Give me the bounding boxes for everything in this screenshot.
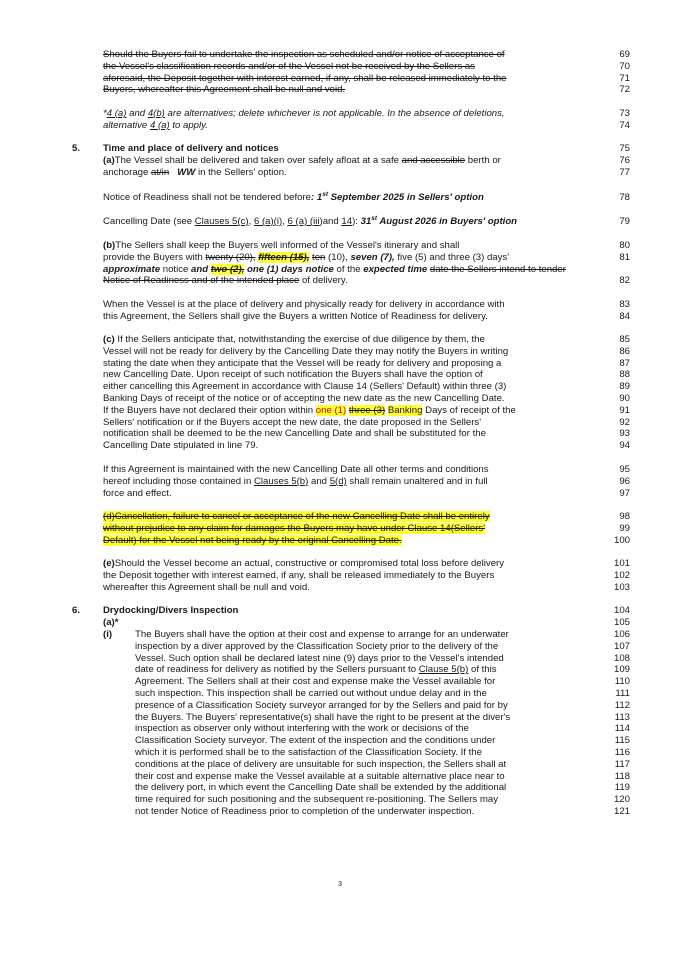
- superscript: st: [371, 214, 378, 222]
- line-number: 110: [614, 676, 630, 688]
- line-number: 120: [613, 794, 630, 806]
- text-line: which it is performed shall be to the satisfaction of the Classification Society. If the: [135, 746, 482, 758]
- sub-label: (c): [103, 334, 115, 345]
- line-number: 117: [614, 758, 630, 770]
- line-number: 121: [613, 806, 630, 817]
- clause-reference: 5(d): [329, 475, 347, 487]
- line-number: 88: [619, 369, 630, 381]
- line-number: 78: [619, 192, 630, 203]
- deleted-text: at/in: [151, 166, 170, 178]
- line-number: 105: [613, 617, 630, 628]
- line-number: 76: [619, 155, 630, 166]
- text: are alternatives; delete whichever is not applicable. In the absence of deletions,: [164, 108, 505, 119]
- deleted-text: fifteen (15),: [258, 251, 310, 263]
- line-number: 116: [614, 747, 630, 758]
- text: provide the Buyers with: [103, 251, 206, 263]
- line-number: 79: [619, 216, 630, 227]
- line-number: 119: [614, 782, 630, 794]
- line-number: 80: [619, 240, 630, 251]
- clause-5b: [103, 240, 566, 287]
- text-line: notification shall be deemed to be the new Cancelling Date and shall be substituted for the: [103, 428, 486, 440]
- text-line: time required for such positioning and the subsequent re-positioning. The Sellers may: [135, 794, 498, 806]
- section-title: Drydocking/Divers Inspection: [103, 605, 239, 616]
- paragraph-written-notice: [103, 299, 553, 323]
- inserted-text: 31: [360, 216, 372, 227]
- line-number: 102: [613, 569, 630, 581]
- clause-5e: [103, 558, 553, 593]
- text: )and: [319, 216, 342, 227]
- line-number: 70: [619, 60, 630, 72]
- line-number: 95: [619, 464, 630, 475]
- text-line: force and effect.: [103, 487, 172, 499]
- text: hereof including those contained in: [103, 475, 254, 487]
- text: (10),: [325, 251, 351, 263]
- paragraph-inspection-failure: [103, 49, 553, 96]
- inserted-text: expected time: [363, 263, 428, 275]
- inserted-text: approximate: [103, 263, 161, 275]
- line-number: 94: [619, 440, 630, 452]
- line-number: 90: [619, 393, 630, 404]
- notice-of-readiness-line: [103, 192, 553, 204]
- deleted-text: without prejudice to any claim for damages the Buyers may have under Clause 14(Sellers': [103, 522, 486, 534]
- text-line: such inspection. This inspection shall be carried out without undue delay and in the: [135, 687, 487, 699]
- deleted-text: date the Sellers intend to tender: [429, 263, 566, 275]
- sub-label: (a)*: [103, 617, 119, 628]
- deleted-text: Default) for the Vessel not being ready by the original Cancelling Date.: [103, 534, 402, 546]
- line-number: 104: [613, 605, 630, 616]
- sub-label: (b): [103, 240, 116, 251]
- line-number: 93: [619, 428, 630, 440]
- text-line: When the Vessel is at the place of delivery and physically ready for delivery in accordance with: [103, 299, 505, 310]
- line-number: 71: [619, 72, 630, 84]
- text-line: aforesaid, the Deposit together with interest earned, if any, shall be released immediately to the: [103, 72, 507, 84]
- text: in the Sellers' option.: [195, 166, 287, 178]
- line-number: 96: [619, 475, 630, 487]
- text: of delivery.: [299, 275, 348, 287]
- text: Should the Vessel become an actual, constructive or compromised total loss before delivery: [114, 558, 505, 569]
- line-number: 81: [619, 251, 630, 263]
- line-number: 86: [619, 345, 630, 357]
- line-number: 108: [613, 652, 630, 664]
- line-number: 97: [619, 487, 630, 499]
- highlighted-text: Banking: [387, 404, 423, 416]
- line-number: 118: [614, 770, 630, 782]
- sub-label: (e): [103, 558, 115, 569]
- text-line: presence of a Classification Society surveyor arranged for by the Sellers and paid for by: [135, 699, 508, 711]
- line-number: 82: [619, 275, 630, 287]
- superscript: st: [322, 190, 328, 198]
- clause-reference: 6 (a) (iii: [287, 216, 320, 227]
- text-line: Vessel. Such option shall be declared latest nine (9) days prior to the Vessel's intended: [135, 652, 504, 664]
- text-line: inspection as observer only without interfering with the work or decisions of the: [135, 723, 469, 735]
- line-number: 72: [619, 84, 630, 96]
- clause-reference: 4(b): [147, 108, 165, 119]
- text-line: this Agreement, the Sellers shall give the Buyers a written Notice of Readiness for delivery.: [103, 310, 488, 322]
- deleted-text: two (2),: [210, 263, 245, 275]
- line-number: 114: [614, 723, 630, 735]
- line-number: 115: [614, 735, 630, 747]
- deleted-text: and accessible: [401, 155, 466, 166]
- text: Cancelling Date (see: [103, 216, 195, 227]
- text-line: the Deposit together with interest earned, if any, shall be released immediately to the Buyers: [103, 569, 495, 581]
- text: If the Sellers anticipate that, notwithstanding the exercise of due diligence by them, the: [114, 334, 485, 345]
- deleted-text: (d)Cancellation, failure to cancel or acceptance of the new Cancelling Date shall be entirely: [103, 511, 490, 522]
- text-line: conditions at the place of delivery are unsuitable for such inspection, the Sellers shall at: [135, 758, 507, 770]
- deleted-text: ten: [312, 251, 326, 263]
- sub-label: (i): [103, 629, 113, 640]
- line-number: 89: [619, 381, 630, 393]
- text: shall remain unaltered and in full: [346, 475, 488, 487]
- text: Notice of Readiness shall not be tendered before: [103, 192, 311, 203]
- inserted-text: seven (7),: [350, 251, 395, 263]
- text-line: either cancelling this Agreement in accordance with Clause 14 (Sellers' Default) within three (3): [103, 381, 507, 393]
- line-number: 73: [619, 108, 630, 119]
- line-number: 98: [619, 511, 630, 522]
- text-line: The Buyers shall have the option at their cost and expense to arrange for an underwater: [135, 629, 509, 640]
- line-number: 77: [619, 166, 630, 178]
- text: of the: [333, 263, 364, 275]
- line-number: 113: [614, 711, 630, 723]
- inserted-text: one (1): [315, 404, 347, 416]
- inserted-text: September 2025 in Sellers' option: [327, 192, 484, 203]
- text-line: stating the date when they anticipate that the Vessel will be ready for delivery and proposing a: [103, 357, 502, 369]
- line-number: 84: [619, 310, 630, 322]
- inserted-text: : 1: [311, 192, 323, 203]
- text-line: the Buyers. The Buyers' representative(s) shall have the right to be present at the diver's: [135, 711, 511, 723]
- deleted-text: twenty (20),: [205, 251, 256, 263]
- inserted-text: and: [191, 263, 209, 275]
- line-number: 83: [619, 299, 630, 310]
- text: five (5) and three (3) days': [394, 251, 510, 263]
- text: anchorage: [103, 166, 152, 178]
- clause-reference: Clauses 5(c): [194, 216, 249, 227]
- text: and: [308, 475, 330, 487]
- section-number: 6.: [72, 605, 81, 616]
- line-number: 112: [614, 699, 630, 711]
- line-number: 103: [613, 581, 630, 593]
- text-line: Agreement. The Sellers shall at their cost and expense make the Vessel available for: [135, 676, 496, 688]
- clause-reference: 14: [341, 216, 353, 227]
- text: ):: [352, 216, 361, 227]
- text-line: Buyers, whereafter this Agreement shall be null and void.: [103, 84, 346, 96]
- line-number: 100: [613, 534, 630, 546]
- text-line: If this Agreement is maintained with the new Cancelling Date all other terms and conditions: [103, 464, 489, 475]
- line-number: 74: [619, 119, 630, 131]
- text-line: Sellers' notification or if the Buyers accept the new date, the date proposed in the Sellers': [103, 416, 482, 428]
- inserted-text: August 2026 in Buyers' option: [377, 216, 518, 227]
- text: Days of receipt of the: [422, 404, 516, 416]
- clause-reference: 4 (a): [106, 108, 127, 119]
- clause-reference: Clauses 5(b): [253, 475, 309, 487]
- sub-label: (a): [103, 155, 115, 166]
- line-number: 101: [613, 558, 630, 569]
- line-number: 99: [619, 522, 630, 534]
- line-number: 69: [619, 49, 630, 60]
- text-line: Banking Days of receipt of the notice or of accepting the new date as the new Cancelling Date.: [103, 392, 505, 404]
- cancelling-date-line: Cancelling Date (see Clauses 5(c), 6 (a)(i), 6 (a) (iii)and 14): 31st August 2026 in Buyers' option: [103, 214, 518, 227]
- text: The Sellers shall keep the Buyers well informed of the Vessel's itinerary and shall: [115, 240, 460, 251]
- inserted-text: one (1) days notice: [246, 263, 334, 275]
- text: The Vessel shall be delivered and taken over safely afloat at a safe: [114, 155, 402, 166]
- clause-6a-i: [135, 629, 540, 818]
- deleted-text: three (3): [348, 404, 386, 416]
- text: alternative: [103, 119, 150, 131]
- clause-reference: Clause 5(b): [418, 664, 469, 676]
- text-line: Vessel will not be ready for delivery by the Cancelling Date they may notify the Buyers in writing: [103, 345, 509, 357]
- paragraph-alternatives-note: [103, 108, 553, 132]
- text: date of readiness for delivery as notified by the Sellers pursuant to: [135, 664, 419, 676]
- line-number: 75: [619, 143, 630, 154]
- deleted-text: Notice of Readiness and of the intended place: [103, 275, 300, 287]
- paragraph-maintained-terms: [103, 464, 553, 499]
- section-title: Time and place of delivery and notices: [103, 143, 279, 154]
- text-line: Classification Society surveyor. The extent of the inspection and the conditions under: [135, 735, 496, 747]
- text-line: Cancelling Date stipulated in line 79.: [103, 440, 259, 452]
- inserted-text: WW: [177, 166, 196, 178]
- line-number: 87: [619, 357, 630, 369]
- footnote-star: *: [103, 108, 107, 119]
- clause-5c: [103, 334, 553, 452]
- text: of this: [468, 664, 497, 676]
- text-line: their cost and expense make the Vessel available at a suitable alternative place near to: [135, 770, 505, 782]
- clause-5d: [103, 511, 553, 546]
- text: If the Buyers have not declared their option within: [103, 404, 316, 416]
- section-number: 5.: [72, 143, 81, 154]
- text: notice: [160, 263, 191, 275]
- line-number: 111: [615, 688, 630, 699]
- page-number: 3: [338, 881, 342, 888]
- text-line: new Cancelling Date. Upon receipt of such notification the Buyers shall have the option of: [103, 369, 483, 381]
- line-number: 109: [613, 664, 630, 676]
- clause-reference: 6 (a)(i): [253, 216, 283, 227]
- text-line: inspection by a diver approved by the Classification Society prior to the delivery of the: [135, 640, 499, 652]
- line-number: 91: [619, 404, 630, 416]
- text: and: [126, 108, 148, 119]
- clause-reference: 4 (a): [149, 119, 170, 131]
- text: to apply.: [169, 119, 208, 131]
- line-number: 92: [619, 416, 630, 428]
- line-number: 107: [613, 640, 630, 652]
- text-line: Should the Buyers fail to undertake the inspection as scheduled and/or notice of acceptance of: [103, 49, 505, 60]
- text-line: the delivery port, in which event the Cancelling Date shall be extended by the additional: [135, 782, 507, 794]
- clause-5a: [103, 155, 553, 179]
- text-line: not tender Notice of Readiness prior to completion of the underwater inspection.: [135, 805, 475, 817]
- text: berth or: [465, 155, 501, 166]
- line-number: 85: [619, 334, 630, 345]
- text-line: the Vessel's classification records and/or of the Vessel not be received by the Sellers as: [103, 60, 475, 72]
- line-number: 106: [613, 629, 630, 640]
- text-line: whereafter this Agreement shall be null and void.: [103, 581, 310, 593]
